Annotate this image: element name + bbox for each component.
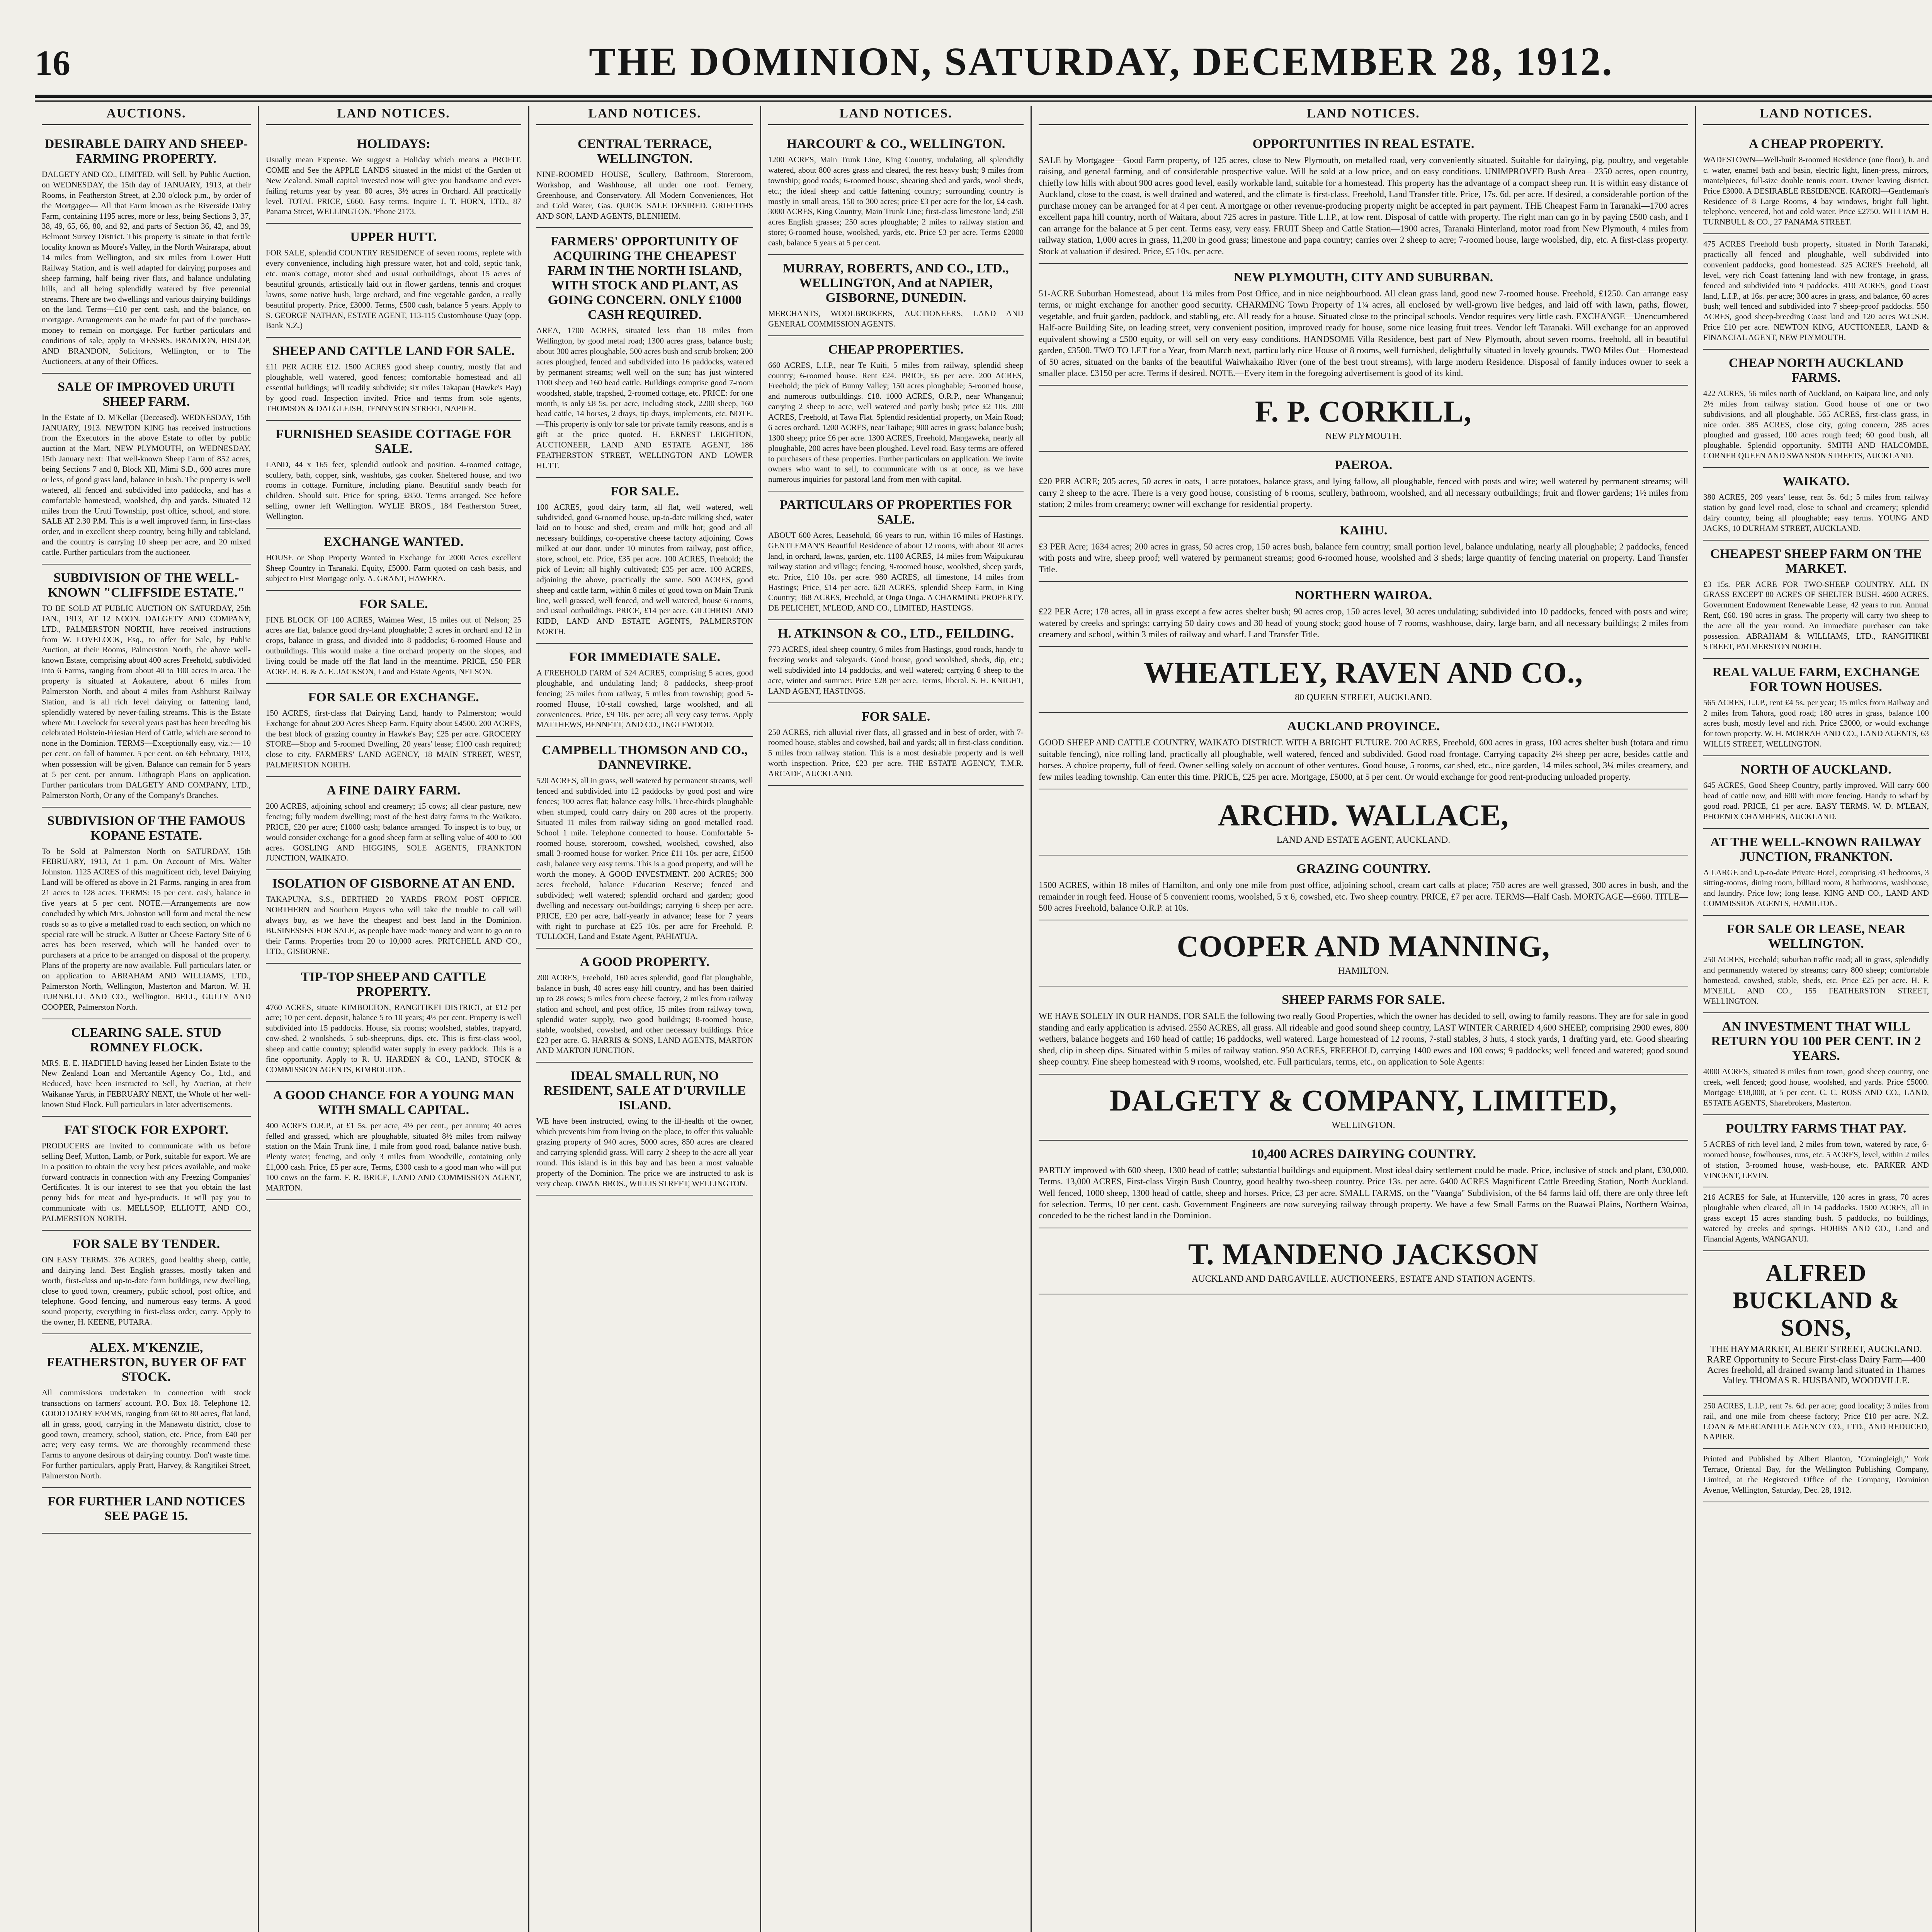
ad-title: UPPER HUTT. xyxy=(350,230,437,245)
ad-title: SUBDIVISION OF THE FAMOUS KOPANE ESTATE. xyxy=(47,813,245,843)
ad-title: NORTH OF AUCKLAND. xyxy=(1741,762,1891,777)
advertisement xyxy=(1039,452,1688,517)
ad-body: 250 ACRES, rich alluvial river flats, all grassed and in best of order, with 7-roomed house, stables and cowshed, bail and yards; all in first-class condition. 5 miles from railway station. This is a most desirable property and is well worth inspection. Price, £23 per acre. THE ESTATE AGENCY, T.M.R. ARCADE, AUCKLAND. xyxy=(768,727,1024,778)
ad-body: Printed and Published by Albert Blanton, "Comingleigh," York Terrace, Oriental Bay, for the Wellington Publishing Company, Limited, at the Registered Office of the Company, Dominion Avenue, Wellington, Saturday, Dec. 28, 1912. xyxy=(1703,1454,1929,1495)
column-header: AUCTIONS. xyxy=(42,106,251,125)
ad-body: 4000 ACRES, situated 8 miles from town, good sheep country, one creek, well fenced; good house, woolshed, and yards. Price £5000. Mortgage £18,000, at 5 per cent. C. C. ROSS AND CO., LAND, ESTATE AGENTS, Sharebrokers, Masterton. xyxy=(1703,1067,1929,1107)
advertisement xyxy=(1703,234,1929,350)
advertiser-address: LAND AND ESTATE AGENT, AUCKLAND. xyxy=(1276,835,1451,845)
ad-body: 5 ACRES of rich level land, 2 miles from town, watered by race, 6-roomed house, fowlhouses, runs, etc. 5 ACRES, level, within 2 miles of station, 3-roomed house, wash-house, etc. PARKER AND VINCENT, LEVIN. xyxy=(1703,1139,1929,1180)
advertisement xyxy=(42,131,251,374)
ad-body: HOUSE or Shop Property Wanted in Exchange for 2000 Acres excellent Sheep Country in Taranaki. Equity, £5000. Farm quoted on cash basis, and subject to First Mortgage only. A. GRANT, HAWERA. xyxy=(266,553,521,583)
advertisement xyxy=(768,492,1024,620)
ad-title: A GOOD PROPERTY. xyxy=(580,955,709,969)
advertiser-address: NEW PLYMOUTH. xyxy=(1325,431,1402,442)
advertisement xyxy=(42,374,251,565)
advertisement xyxy=(768,131,1024,255)
newspaper-headline: THE DOMINION, SATURDAY, DECEMBER 28, 1912. xyxy=(589,39,1614,84)
ad-body: TO BE SOLD AT PUBLIC AUCTION ON SATURDAY, 25th JAN., 1913, AT 12 NOON. DALGETY AND COMPANY, LTD., PALMERSTON NORTH, have received instructions from W. LOVELOCK, Esq., to offer for Sale, by Public Auction, at their Rooms, Palmerston North, the above well-known Estate, comprising about 400 acres Freehold, subdivided into 6 Farms, ranging from about 40 to 100 acres in area. The property is situated at Aokautere, about 6 miles from Palmerston North, and about 4 miles from Ashhurst Railway Station, and is all rich level dairying or fattening land, splendidly watered by never-failing streams. This is the Estate where Mr. Lovelock for several years past has been breeding his celebrated Holstein-Friesian Herd of Cattle, which are second to none in the Dominion. TERMS—Exceptionally easy, viz.:— 10 per cent. on fall of hammer. 5 per cent. on 6th February, 1913, when possession will be given. Balance can remain for 5 years at 5 per cent. per annum. Lithograph Plans on application. Further particulars from DALGETY AND COMPANY, LTD., Palmerston North, Or any of the Company's Branches. xyxy=(42,603,251,800)
ad-title: DESIRABLE DAIRY AND SHEEP-FARMING PROPERTY. xyxy=(44,137,248,166)
column-header: LAND NOTICES. xyxy=(768,106,1024,125)
ad-title: 10,400 ACRES DAIRYING COUNTRY. xyxy=(1251,1146,1476,1161)
advertisement xyxy=(768,255,1024,336)
ad-title: FOR FURTHER LAND NOTICES SEE PAGE 15. xyxy=(47,1494,245,1523)
ad-title: ALEX. M'KENZIE, FEATHERSTON, BUYER OF FAT STOCK. xyxy=(46,1340,246,1384)
advertisement xyxy=(42,565,251,808)
ad-body: To be Sold at Palmerston North on SATURDAY, 15th FEBRUARY, 1913, At 1 p.m. On Account of Mrs. Walter Johnston. 1125 ACRES of this magnificent rich, level Dairying Land will be offered as above in 21 Farms, ranging in area from 21 acres to 128 acres. TERMS: 15 per cent. cash, balance in five years at 5 per cent. NOTE.—Arrangements are now concluded by which Mrs. Johnston will form and metal the new roads so as to give a metalled road to each section, on which no special rate will be struck. A Butter or Cheese Factory Site of 6 acres has been reserved, which will be handed over to purchasers at a price to be arranged on disposal of the property. Plans of the property are now available. Full particulars later, or on application to ABRAHAM AND WILLIAMS, LTD., Palmerston North, Wellington, Masterton and Marton. W. H. TURNBULL AND CO., Wellington. BELL, GULLY AND COOPER, Palmerston North. xyxy=(42,846,251,1012)
advertisement xyxy=(1703,1251,1929,1396)
advertisement xyxy=(1039,582,1688,647)
ad-title: CHEAP PROPERTIES. xyxy=(828,342,964,357)
advertisement xyxy=(536,1063,753,1196)
ad-body: NINE-ROOMED HOUSE, Scullery, Bathroom, Storeroom, Workshop, and Washhouse, all under one roof. Fernery, Greenhouse, and Conservatory. All Modern Conveniences, Hot and Cold Water, Gas. QUICK SALE DESIRED. GRIFFITHS AND SON, LAND AGENTS, BLENHEIM. xyxy=(536,170,753,221)
ad-body: 200 ACRES, Freehold, 160 acres splendid, good flat ploughable, balance in bush, 40 acres easy hill country, and has been dairied up to 28 cows; 5 miles from cheese factory, 2 miles from railway station and school, and post office, 15 miles from railway town, splendid water supply, two good buildings; 8-roomed house, stable, woolshed, cowshed, and other necessary buildings. Price £23 per acre. G. HARRIS & SONS, LAND AGENTS, MARTON AND MARTON JUNCTION. xyxy=(536,973,753,1055)
ad-title: A GOOD CHANCE FOR A YOUNG MAN WITH SMALL CAPITAL. xyxy=(273,1088,514,1117)
advertiser-name: T. MANDENO JACKSON xyxy=(1188,1237,1539,1271)
ad-body: 1200 ACRES, Main Trunk Line, King Country, undulating, all splendidly watered, about 800 acres grass and cleared, the rest heavy bush; 9 miles from township; good roads; 6-roomed house, shearing shed and yards, wool sheds, etc.; the ideal sheep and cattle fattening country; surrounding country is mostly in small areas, 150 to 300 acres; price £3 per acre for the lot, £4 cash. 3000 ACRES, King Country, Main Trunk Line; first-class limestone land; 250 acres English grasses; 250 acres ploughable; 2 miles to railway station and store; 6-roomed house, woolshed, yards, etc. Price £3 per acre. Terms £2000 cash, balance 5 years at 5 per cent. xyxy=(768,155,1024,247)
advertisement xyxy=(1039,647,1688,713)
ad-title: AT THE WELL-KNOWN RAILWAY JUNCTION, FRANKTON. xyxy=(1710,835,1922,864)
column-2 xyxy=(259,106,529,1932)
ad-body: 250 ACRES, L.I.P., rent 7s. 6d. per acre; good locality; 3 miles from rail, and one mile from cheese factory; Price £10 per acre. N.Z. LOAN & MERCANTILE AGENCY CO., LTD., AND REDUCED, NAPIER. xyxy=(1703,1401,1929,1442)
ad-body: MERCHANTS, WOOLBROKERS, AUCTIONEERS, LAND AND GENERAL COMMISSION AGENTS. xyxy=(768,308,1024,328)
ad-title: CLEARING SALE. STUD ROMNEY FLOCK. xyxy=(71,1025,221,1054)
ad-body: 660 ACRES, L.I.P., near Te Kuiti, 5 miles from railway, splendid sheep country; 6-roomed house. Rent £24. PRICE, £6 per acre. 200 ACRES, Freehold; the pick of Bunny Valley; 150 acres ploughable; 5-roomed house, and numerous outbuildings. £18. 1000 ACRES, O.R.P., near Whanganui; carrying 2 sheep to acre, well watered and partly bush; price £2 10s. 200 ACRES, Freehold, at Tawa Flat. Splendid residential property, on Main Road; 6 acres orchard. 1200 ACRES, near Taihape; 900 acres in grass; balance bush; 1300 sheep; price £6 per acre. 1300 ACRES, Freehold, Mangaweka, nearly all ploughable, 200 acres have been ploughed. Level road. Easy terms are offered to purchasers of these properties. Further particulars on application. We invite owners who want to sell, to communicate with us at once, as we have numerous inquiries for pastoral land from men with capital. xyxy=(768,360,1024,484)
masthead-rule-thin xyxy=(35,100,1932,102)
ad-title: AUCKLAND PROVINCE. xyxy=(1287,719,1440,734)
columns-grid xyxy=(35,106,1932,1932)
advertiser-name: DALGETY & COMPANY, LIMITED, xyxy=(1109,1083,1617,1117)
ad-title: A CHEAP PROPERTY. xyxy=(1749,137,1883,151)
ad-title: CENTRAL TERRACE, WELLINGTON. xyxy=(577,137,712,166)
ad-title: FOR IMMEDIATE SALE. xyxy=(569,650,721,664)
ad-body: 773 ACRES, ideal sheep country, 6 miles from Hastings, good roads, handy to freezing works and saleyards. Good house, good woolshed, sheds, dip, etc.; well subdivided into 14 paddocks, and well watered; carrying 6 sheep to the acre, winter and summer. Price £28 per acre. Terms, liberal. S. H. KNIGHT, LAND AGENT, HASTINGS. xyxy=(768,645,1024,696)
advertisement xyxy=(1703,829,1929,916)
ad-title: REAL VALUE FARM, EXCHANGE FOR TOWN HOUSES. xyxy=(1712,665,1920,694)
ad-title: NORTHERN WAIROA. xyxy=(1294,588,1432,603)
advertisement xyxy=(266,591,521,684)
ad-body: A LARGE and Up-to-date Private Hotel, comprising 31 bedrooms, 3 sitting-rooms, dining room, billiard room, 8 bathrooms, washhouse, and laundry. Price low; long lease. KING AND CO., LAND AND COMMISSION AGENTS, HAMILTON. xyxy=(1703,867,1929,908)
ad-body: 51-ACRE Suburban Homestead, about 1¼ miles from Post Office, and in nice neighbourhood. All clean grass land, good new 7-roomed house. Freehold, £1250. Can arrange easy terms, or might exchange for another good security. CHARMING Town Property of 1¼ acres, all enclosed by well-grown live hedges, and laid off with lawn, paths, flower, vegetable, and fruit garden, paddock, and stabling, etc. All ready for a house. Situated close to the principal schools. Vendor requires very little cash. EXCHANGE—Unencumbered Half-acre Building Site, on leading street, very convenient position, improved ready for house, some nice leasing fruit trees. Vendor left Taranaki. Will exchange for an approved equivalent showing a £500 equity, or will sell on very easy conditions. HANDSOME Villa Residence, best part of New Plymouth, about seven rooms, freehold, all in beautiful garden, £3500. TWO TO LET for a Year, from March next, particularly nice House of 8 rooms, well furnished, delightfully situated in lovely grounds. TWO Miles Out—Homestead of 50 acres, situated on the banks of the beautiful Waiwhakaiho River (one of the best trout streams), with large modern Residence. Disposal of family induces owner to seek a smaller place. £3150 per acre. Terms if desired. NOTE.—Every item in the foregoing advertisement is good of its kind. xyxy=(1039,288,1688,378)
ad-title: FURNISHED SEASIDE COTTAGE FOR SALE. xyxy=(276,427,512,456)
ad-title: SUBDIVISION OF THE WELL-KNOWN "CLIFFSIDE ESTATE." xyxy=(48,570,245,600)
ad-body: WE have been instructed, owing to the ill-health of the owner, which prevents him from living on the place, to offer this valuable grazing property of 940 acres, 5000 acres, 850 acres are cleared and carrying splendid grass. Will carry 2 sheep to the acre all year round. This island is in this bay and has been a most valuable property of the Dominion. The price we are instructed to ask is very cheap. OWAN BROS., WILLIS STREET, WELLINGTON. xyxy=(536,1116,753,1188)
advertisement xyxy=(1703,1449,1929,1502)
ad-body: FOR SALE, splendid COUNTRY RESIDENCE of seven rooms, replete with every convenience, including high pressure water, hot and cold, septic tank, etc. man's cottage, motor shed and usual outbuildings, about 15 acres of beautiful grounds, artistically laid out in flower gardens, tennis and croquet lawns, some native bush, large orchard, and fine vegetable garden, a really beautiful property. Price, £3000. Terms, £500 cash, balance 5 years. Apply to S. GEORGE NATHAN, ESTATE AGENT, 113-115 Customhouse Quay (opp. Bank N.Z.) xyxy=(266,248,521,330)
ad-title: OPPORTUNITIES IN REAL ESTATE. xyxy=(1252,137,1475,151)
ad-title: FARMERS' OPPORTUNITY OF ACQUIRING THE CHEAPEST FARM IN THE NORTH ISLAND, WITH STOCK AND PLANT, AS GOING CONCERN. ONLY £1000 CASH REQUIRED. xyxy=(548,234,742,322)
ad-title: HOLIDAYS: xyxy=(357,137,430,151)
ad-title: SHEEP FARMS FOR SALE. xyxy=(1282,993,1445,1007)
advertisement xyxy=(1703,659,1929,756)
ad-body: WADESTOWN—Well-built 8-roomed Residence (one floor), h. and c. water, enamel bath and basin, electric light, linen-press, mirrors, mantelpieces, full-size double tennis court. Owner leaving district. Price £3000. A DESIRABLE RESIDENCE. KARORI—Gentleman's Residence of 8 Large Rooms, 4 bay windows, bright full light, telephone, veneered, hot and cold water. Price £2750. WILLIAM H. TURNBULL & CO., 27 PANAMA STREET. xyxy=(1703,155,1929,227)
advertiser-name: COOPER AND MANNING, xyxy=(1177,929,1550,963)
advertisement xyxy=(1039,264,1688,386)
advertisement xyxy=(266,1082,521,1200)
ad-title: POULTRY FARMS THAT PAY. xyxy=(1726,1121,1906,1136)
column-6 xyxy=(1696,106,1932,1932)
advertisement xyxy=(536,228,753,478)
ad-title: FOR SALE. xyxy=(359,597,428,611)
advertisement xyxy=(266,684,521,777)
ad-body: Usually mean Expense. We suggest a Holiday which means a PROFIT. COME and See the APPLE LANDS situated in the midst of the Garden of New Zealand. Small capital invested now will give you handsome and ever-failing returns year by year. 80 acres, 3½ acres in Orchard. All practically level. TOTAL PRICE, £660. Easy terms. Inquire J. T. HORN, LTD., 87 Panama Street, WELLINGTON. 'Phone 2173. xyxy=(266,155,521,216)
advertisement xyxy=(1039,1075,1688,1141)
ad-body: 200 ACRES, adjoining school and creamery; 15 cows; all clear pasture, new fencing; fully modern dwelling; most of the best dairy farms in the Waikato. PRICE, £20 per acre; £1000 cash; balance arranged. To inspect is to buy, or would consider exchange for a good sheep farm at selling value of 400 to 500 acres. GOSLING AND HIGGINS, SOLE AGENTS, FRANKTON JUNCTION, WAIKATO. xyxy=(266,801,521,863)
ad-body: 380 ACRES, 209 years' lease, rent 5s. 6d.; 5 miles from railway station by good level road, close to school and creamery; splendid dairy country, being all ploughable; easy terms. YOUNG AND JACKS, 10 DURHAM STREET, AUCKLAND. xyxy=(1703,492,1929,533)
advertisement xyxy=(536,131,753,228)
advertisement xyxy=(536,949,753,1063)
ad-body: 422 ACRES, 56 miles north of Auckland, on Kaipara line, and only 2½ miles from railway station. Good house of one or two subdivisions, and all ploughable. 565 ACRES, first-class grass, in nice order. 385 ACRES, close city, going concern, 285 acres ploughed and grassed, 100 acres rough feed; 60 good bush, all ploughable. Splendid opportunity. SMITH AND HALCOMBE, CORNER QUEEN AND SWANSON STREETS, AUCKLAND. xyxy=(1703,388,1929,461)
advertisement xyxy=(1039,855,1688,920)
masthead xyxy=(35,35,1932,93)
ad-body: DALGETY AND CO., LIMITED, will Sell, by Public Auction, on WEDNESDAY, the 15th day of JANUARY, 1913, at their Rooms, in Featherston Street, at 2.30 o'clock p.m., by order of the Mortgagee— All that Farm known as the Riverside Dairy Farm, containing 1195 acres, more or less, being Sections 3, 37, 38, 49, 65, 66, 80, and 92, and parts of Section 36, 42, and 39, Belmont Survey District. This property is situate in that fertile locality known as Moore's Valley, in the North Wairarapa, about 14 miles from Wellington, and six miles from Lower Hutt Railway Station, and is well adapted for dairying purposes and sheep farming, half being river flats, and balance undulating hills, and all being splendidly watered by five perennial streams. There are two dwellings and various dairying buildings on the land. Terms—£10 per cent. cash, and the balance, on mortgage. Arrangements can be made for part of the purchase-money to remain on mortgage. For further particulars and conditions of sale, apply to MESSRS. BRANDON, HISLOP, AND BRANDON, Solicitors, Wellington, or to The Auctioneers, at any of their Offices. xyxy=(42,170,251,366)
ad-body: LAND, 44 x 165 feet, splendid outlook and position. 4-roomed cottage, scullery, bath, copper, sink, washtubs, gas cooker. Sheltered house, and two rooms in cottage. Furniture, including piano. Beautiful sandy beach for children. Should suit. Price for spring, £850. Terms arranged. See before selling, owner left Wellington. WYLIE BROS., 184 Featherston Street, Wellington. xyxy=(266,459,521,521)
ad-title: ISOLATION OF GISBORNE AT AN END. xyxy=(272,876,515,891)
ad-body: MRS. E. E. HADFIELD having leased her Linden Estate to the New Zealand Loan and Mercantile Agency Co., Ltd., and Reduced, have been instructed to Sell, by Auction, at their Waikanae Yards, in FEBRUARY NEXT, the Whole of her well-known Stud Flock. Full particulars in later advertisements. xyxy=(42,1058,251,1109)
advertiser-name: ARCHD. WALLACE, xyxy=(1218,798,1509,832)
ad-body: £3 PER Acre; 1634 acres; 200 acres in grass, 50 acres crop, 150 acres bush, balance fern country; small portion level, balance undulating, nearly all ploughable; 2 paddocks, fenced with posts and wire, sheep proof; well watered by permanent streams; good 6-roomed house, woolshed and 3 sheds; large quantity of fencing material on property. Land Transfer Title. xyxy=(1039,541,1688,574)
advertisement xyxy=(1703,1396,1929,1449)
advertisement xyxy=(1703,468,1929,541)
advertisement xyxy=(1703,1013,1929,1115)
ad-title: SALE OF IMPROVED URUTI SHEEP FARM. xyxy=(58,379,235,409)
advertisement xyxy=(266,870,521,963)
ad-body: 150 ACRES, first-class flat Dairying Land, handy to Palmerston; would Exchange for about 200 Acres Sheep Farm. Equity about £4500. 200 ACRES, the best block of grazing country in Hawke's Bay; £25 per acre. GROCERY STORE—Shop and 5-roomed Dwelling, 20 years' lease; £100 cash required; close to city. FARMERS' LAND AGENCY, 18 MAIN STREET, WEST, PALMERSTON NORTH. xyxy=(266,708,521,770)
ad-body: 100 ACRES, good dairy farm, all flat, well watered, well subdivided, good 6-roomed house, up-to-date milking shed, water laid on to house and shed, cream and milk hot; good and all necessary buildings, co-operative cheese factory adjoining. Cows milked at our door, under 10 minutes from railway, post office, store, school, etc. Price, £35 per acre. 100 ACRES, Freehold; the pick of Levin; all highly cultivated; £35 per acre. 100 ACRES, adjoining the above, practically the same. 500 ACRES, good sheep and cattle farm, within 8 miles of good town on Main Trunk line, well grassed, well fenced, and well watered, house 6 rooms, and usual outbuildings. PRICE, £14 per acre. GILCHRIST AND KIDD, LAND AND ESTATE AGENTS, PALMERSTON NORTH. xyxy=(536,502,753,636)
advertisement xyxy=(1039,131,1688,264)
ad-title: CHEAPEST SHEEP FARM ON THE MARKET. xyxy=(1710,546,1922,576)
ad-title: FOR SALE OR EXCHANGE. xyxy=(308,690,479,704)
advertiser-name: WHEATLEY, RAVEN AND CO., xyxy=(1144,656,1583,690)
ad-title: SHEEP AND CATTLE LAND FOR SALE. xyxy=(272,344,515,359)
ad-body: £3 15s. PER ACRE FOR TWO-SHEEP COUNTRY. ALL IN GRASS EXCEPT 80 ACRES OF SHELTER BUSH. 4600 ACRES, Government Endowment Renewable Lease, 42 years to run. Annual Rent, £60. 190 acres in grass. The property will carry two sheep to the acre all the year round. An immediate purchaser can take possession. ABRAHAM & WILLIAMS, LTD., RANGITIKEI STREET, PALMERSTON NORTH. xyxy=(1703,579,1929,651)
advertisement xyxy=(266,338,521,420)
column-1 xyxy=(35,106,259,1932)
advertisement xyxy=(536,478,753,644)
ad-title: FOR SALE BY TENDER. xyxy=(72,1236,220,1251)
ad-body: 475 ACRES Freehold bush property, situated in North Taranaki, practically all fenced and ploughable, well subdivided into convenient paddocks, good homestead. 325 ACRES Freehold, all level, very rich Coast fattening land with new frontage, in grass, fenced and subdivided into 9 paddocks. 410 ACRES, good Coast land, L.I.P., at 16s. per acre; 300 acres in grass, and balance, 60 acres bush; well fenced and subdivided into 7 sheep-proof paddocks. 550 ACRES, good sheep-breeding Coast land and 120 acres W.C.S.R. Price £10 per acre. NEWTON KING, AUCTIONEER, LAND & FINANCIAL AGENT, NEW PLYMOUTH. xyxy=(1703,239,1929,342)
advertisement xyxy=(1039,789,1688,855)
ad-body: £20 PER ACRE; 205 acres, 50 acres in oats, 1 acre potatoes, balance grass, and lying fallow, all ploughable, fenced with posts and wire; well watered by permanent streams; will carry 2 sheep to the acre. There is a very good house, consisting of 6 rooms, scullery, bathroom, woolshed, and all necessary outbuildings; fruit and flower gardens; 1½ miles from station; 2 miles from creamery; owner will exchange for residential property. xyxy=(1039,476,1688,509)
advertisement xyxy=(266,131,521,224)
ad-body: SALE by Mortgagee—Good Farm property, of 125 acres, close to New Plymouth, on metalled road, very conveniently situated. Suitable for dairying, pig, poultry, and vegetable raising, and general farming, and of considerable prospective value. Will be sold at a low price, and on easy conditions. UNIMPROVED Bush Area—2350 acres, open country, chiefly low hills with about 900 acres good level, easily workable land, suitable for a homestead. This property has the advantage of a compact sheep run. It is within easy distance of Auckland, close to the coast, is well drained and watered, and the climate is first-class. Freehold, Land Transfer title. Price, 17s. 6d. per acre. If desired, a considerable portion of the purchase money can be arranged for at 4 per cent. A mortgage or other revenue-producing property might be accepted in part payment. THE Cheapest Farm in Taranaki—1700 acres excellent papa hill country, north of Waitara, about 725 acres in pasture. Title L.I.P., at low rent. Disposal of cattle with property. The right man can go in by paying £500 cash, and I can arrange for the balance at 5 per cent. Terms easy, very easy. FRUIT Sheep and Cattle Station—1900 acres, Taranaki Hinterland, motor road from New Plymouth, 4 miles from railway station, 1,000 acres in grass, 11,200 in good grass; limestone and papa country; carries over 2 sheep to acre; 7-roomed house, large woolshed, dip, etc. A first-class property. Stock at valuation if desired. Price, £5 10s. per acre. xyxy=(1039,155,1688,256)
advertisement xyxy=(1039,986,1688,1074)
masthead-rule xyxy=(35,95,1932,98)
advertisement xyxy=(1703,756,1929,829)
advertisement xyxy=(42,1019,251,1117)
advertisement xyxy=(768,620,1024,703)
ad-body: 645 ACRES, Good Sheep Country, partly improved. Will carry 600 head of cattle now, and 600 with more fencing. Handy to wharf by good road. PRICE, £1 per acre. EASY TERMS. W. D. M'LEAN, PHOENIX CHAMBERS, AUCKLAND. xyxy=(1703,781,1929,821)
column-header: LAND NOTICES. xyxy=(266,106,521,125)
ad-title: PARTICULARS OF PROPERTIES FOR SALE. xyxy=(779,498,1012,527)
ad-title: PAEROA. xyxy=(1334,458,1393,473)
ad-body: 250 ACRES, Freehold; suburban traffic road; all in grass, splendidly and permanently watered by streams; carry 800 sheep; comfortable homestead, cowshed, stable, sheds, etc. Price £25 per acre. H. F. M'NEILL AND CO., 155 FEATHERSTON STREET, WELLINGTON. xyxy=(1703,955,1929,1006)
ad-title: IDEAL SMALL RUN, NO RESIDENT, SALE AT D'URVILLE ISLAND. xyxy=(543,1069,746,1113)
ad-title: WAIKATO. xyxy=(1782,474,1850,488)
ad-title: KAIHU. xyxy=(1339,523,1388,537)
advertisement xyxy=(536,644,753,737)
ad-body: 565 ACRES, L.I.P., rent £4 5s. per year; 15 miles from Railway and 2 miles from Tahora, good road; 180 acres in grass, balance 100 acres bush, mostly level and rich. Price £3000, or would exchange for town property. W. H. MORRAH AND CO., LAND AGENTS, 63 WILLIS STREET, WELLINGTON. xyxy=(1703,697,1929,749)
advertiser-address: AUCKLAND AND DARGAVILLE. AUCTIONEERS, ESTATE AND STATION AGENTS. xyxy=(1191,1274,1536,1284)
ad-title: CAMPBELL THOMSON AND CO., DANNEVIRKE. xyxy=(541,743,748,772)
ad-body: 520 ACRES, all in grass, well watered by permanent streams, well fenced and subdivided into 12 paddocks by good post and wire fences; 100 acres flat; balance easy hills. Three-thirds ploughable when stumped, could carry dairy on 200 acres of the property. Situated 11 miles from railway siding on good metalled road. School 1 mile. Telephone connected to house. Comfortable 5-roomed house, storeroom, cowshed, woolshed, cowshed, also small 3-roomed house for worker. Price £11 10s. per acre, £1500 cash, balance very easy terms. This is a good property, and will be worth the money. A GOOD INVESTMENT. 200 ACRES; 300 acres freehold, balance Education Reserve; fenced and subdivided; well watered; splendid orchard and garden; good dwelling and necessary out-buildings; carrying 6 sheep per acre. PRICE, £20 per acre, half-yearly in advance; lease for 7 years with right to purchase at £25 10s. per acre for Freehold. P. TULLOCH, Land and Estate Agent, PAHIATUA. xyxy=(536,776,753,941)
advertisement xyxy=(42,1334,251,1488)
advertisement xyxy=(42,1488,251,1534)
advertisement xyxy=(42,1231,251,1334)
ad-body: TAKAPUNA, S.S., BERTHED 20 YARDS FROM POST OFFICE. NORTHERN and Southern Buyers who will take the trouble to call will always buy, as we have the cheapest and best land in the Dominion. BUSINESSES FOR SALE, as people have made money and want to go on to their Farms. Properties from 20 to 10,000 acres. PRITCHELL AND CO., LTD., GISBORNE. xyxy=(266,895,521,956)
ad-title: NEW PLYMOUTH, CITY AND SUBURBAN. xyxy=(1233,270,1493,284)
ad-body: WE HAVE SOLELY IN OUR HANDS, FOR SALE the following two really Good Properties, which the owner has decided to sell, owing to family reasons. They are for sale in good standing and early application is advised. 2550 ACRES, all grass. All rideable and good sound sheep country, LAST WINTER CARRIED 4,600 SHEEP, comprising 2900 ewes, 800 wethers, balance hoggets and 160 head of cattle; 16 paddocks, well watered. Large homestead of 12 rooms, 7-stall stables, 3 huts, 4 stock yards, 1 drafting yard, etc. Good shearing shed, clip in sheep dips. Situated within 5 miles of railway station. 950 ACRES, FREEHOLD, carrying 1400 ewes and 100 cows; 9 paddocks; well fenced and watered; good sound sheep country. Fine sheep homestead with 9 rooms, woolshed, etc. Full particulars, terms, etc., on application to Sole Agents: xyxy=(1039,1011,1688,1067)
ad-body: PRODUCERS are invited to communicate with us before selling Beef, Mutton, Lamb, or Pork, suitable for export. We are in a position to obtain the very best prices available, and make forward contracts in connection with any Freezing Companies' Certificates. It is our interest to see that you obtain the last penny bids for meat and bye-products. It will pay you to communicate with us. MELLSOP, ELLIOTT, AND CO., PALMERSTON NORTH. xyxy=(42,1141,251,1223)
advertiser-address: 80 QUEEN STREET, AUCKLAND. xyxy=(1295,692,1432,703)
advertisement xyxy=(266,529,521,591)
ad-body: 1500 ACRES, within 18 miles of Hamilton, and only one mile from post office, adjoining school, cream cart calls at place; 750 acres are well grassed, 300 acres in bush, and the remainder in rough feed. House of 5 convenient rooms, woolshed, 5 x 6, cowshed, etc. Two sheep country. PRICE, £7 per acre. TERMS—Half Cash. MORTGAGE—£660. TITLE—500 acres Freehold, balance O.R.P. at 10s. xyxy=(1039,880,1688,913)
column-4 xyxy=(761,106,1032,1932)
advertisement xyxy=(1703,1187,1929,1251)
advertisement xyxy=(1039,517,1688,582)
column-header: LAND NOTICES. xyxy=(1039,106,1688,125)
advertisement xyxy=(1703,541,1929,659)
ad-title: FOR SALE. xyxy=(861,709,930,724)
ad-title: FOR SALE. xyxy=(610,484,679,498)
ad-title: AN INVESTMENT THAT WILL RETURN YOU 100 PER CENT. IN 2 YEARS. xyxy=(1711,1019,1921,1063)
ad-title: A FINE DAIRY FARM. xyxy=(327,783,461,798)
ad-title: HARCOURT & CO., WELLINGTON. xyxy=(786,137,1005,151)
ad-title: FOR SALE OR LEASE, NEAR WELLINGTON. xyxy=(1727,922,1905,951)
ad-body: A FREEHOLD FARM of 524 ACRES, comprising 5 acres, good ploughable, and undulating land; 8 paddocks, sheep-proof fencing; 25 miles from railway, 5 miles from township; good 5-roomed House, 10-stall cowshed, large woolshed, and all conveniences. Price, £9 10s. per acre; all very easy terms. Apply MATTHEWS, BENNETT, AND CO., INGLEWOOD. xyxy=(536,668,753,730)
advertisement xyxy=(768,336,1024,492)
ad-body: ON EASY TERMS. 376 ACRES, good healthy sheep, cattle, and dairying land. Best English grasses, mostly taken and worth, first-class and up-to-date farm buildings, new dwelling, close to good town, creamery, public school, post office, and telephone. Good fencing, and numerous easy terms. A good sound property, everything in first-class order, carry. Apply to the owner, H. KEENE, PUTARA. xyxy=(42,1255,251,1327)
advertisement xyxy=(42,1117,251,1231)
advertisement xyxy=(1703,350,1929,468)
ad-title: MURRAY, ROBERTS, AND CO., LTD., WELLINGTON, And at NAPIER, GISBORNE, DUNEDIN. xyxy=(783,261,1009,305)
advertisement xyxy=(1039,713,1688,789)
advertisement xyxy=(266,421,521,529)
advertisement xyxy=(266,964,521,1082)
ad-body: In the Estate of D. M'Kellar (Deceased). WEDNESDAY, 15th JANUARY, 1913. NEWTON KING has received instructions from the Executors in the above Estate to offer by public auction at the Mart, NEW PLYMOUTH, on WEDNESDAY, 15th January next: That well-known Sheep Farm of 852 acres, being Sections 7 and 8, Block XII, Mimi S.D., 600 acres more or less, of good grass land, balance in bush. The property is well watered, all fenced and subdivided into paddocks, and has a comfortable homestead, woolshed, dip and yards. Situated 12 miles from the Uruti Township, post office, school, and store. SALE AT 2.30 P.M. This is a well improved farm, in first-class order, and in excellent sheep country, being hilly and tableland, and the country is carrying 10 sheep per acre, and 20 mixed cattle. Further particulars from the auctioneer. xyxy=(42,412,251,557)
advertiser-address: HAMILTON. xyxy=(1338,966,1389,976)
ad-title: EXCHANGE WANTED. xyxy=(323,534,464,549)
advertisement xyxy=(42,808,251,1019)
ad-body: ABOUT 600 Acres, Leasehold, 66 years to run, within 16 miles of Hastings. GENTLEMAN'S Beautiful Residence of about 12 rooms, with about 30 acres land, in orchard, lawns, garden, etc. 1100 ACRES, 14 miles from Waipukurau railway station and village; fencing, 9-roomed house, woolshed, sheep yards, etc. Price, £10 10s. per acre. 980 ACRES, all limestone, 14 miles from Hastings; Price, £14 per acre. 620 ACRES, splendid Sheep Farm, in King Country; 368 ACRES, Freehold, at Onga Onga. A CHARMING PROPERTY. DE PELICHET, M'LEOD, AND CO., LIMITED, HASTINGS. xyxy=(768,531,1024,613)
advertisement xyxy=(1039,920,1688,986)
advertiser-address: WELLINGTON. xyxy=(1332,1120,1395,1130)
advertisement xyxy=(266,777,521,870)
advertisement xyxy=(1703,916,1929,1013)
ad-body: 216 ACRES for Sale, at Hunterville, 120 acres in grass, 70 acres ploughable when cleared, all in 14 paddocks. 1500 ACRES, all in grass except 15 acres standing bush. 5 paddocks, no buildings, watered by creeks and springs. HOBBS AND CO., Land and Financial Agents, WANGANUI. xyxy=(1703,1192,1929,1243)
ad-body: All commissions undertaken in connection with stock transactions on farmers' account. P.O. Box 18. Telephone 12. GOOD DAIRY FARMS, ranging from 60 to 80 acres, flat land, all in grass, good, carrying in the Manawatu district, close to good town, creamery, school, station, etc. Price, from £40 per acre; very easy terms. We are thoroughly recommend these Farms to anyone desirous of dairying country. Don't waste time. For further particulars, apply Pratt, Harvey, & Rangitikei Street, Palmerston North. xyxy=(42,1388,251,1480)
ad-body: £11 PER ACRE £12. 1500 ACRES good sheep country, mostly flat and ploughable, well watered, good fences; comfortable homestead and all essential buildings; will readily subdivide; six miles Takapau (Hawke's Bay) by good road. Inspection invited. Price and terms from sole agents, THOMSON & DALGLEISH, TENNYSON STREET, NAPIER. xyxy=(266,362,521,413)
advertisement xyxy=(768,703,1024,786)
advertisement xyxy=(1039,1228,1688,1294)
ad-body: FINE BLOCK OF 100 ACRES, Waimea West, 15 miles out of Nelson; 25 acres are flat, balance good dry-land ploughable; 2 acres in orchard and 12 in crops, balance in grass, and divided into 8 paddocks; 6-roomed House and outbuildings. This would make a fine orchard property on the slopes, and living could be made off the flat land in the meantime. PRICE, £50 PER ACRE. R. B. & A. E. JACKSON, Land and Estate Agents, NELSON. xyxy=(266,615,521,676)
advertisement xyxy=(1039,386,1688,452)
advertisement xyxy=(1703,131,1929,234)
column-header: LAND NOTICES. xyxy=(1703,106,1929,125)
advertiser-name: ALFRED BUCKLAND & SONS, xyxy=(1733,1260,1900,1341)
advertisement xyxy=(266,224,521,338)
ad-title: H. ATKINSON & CO., LTD., FEILDING. xyxy=(777,626,1014,641)
column-header: LAND NOTICES. xyxy=(536,106,753,125)
ad-body: £22 PER Acre; 178 acres, all in grass except a few acres shelter bush; 90 acres crop, 150 acres level, 30 acres undulating; subdivided into 10 paddocks, fenced with posts and wire; watered by creeks and springs; carrying 50 dairy cows and 30 head of young stock; good house of 7 rooms, washhouse, dairy, large barn, and all necessary buildings; 2 miles from creamery and school, within 3 miles of railway and wharf. Land Transfer Title. xyxy=(1039,607,1688,639)
advertisement xyxy=(536,737,753,949)
ad-title: TIP-TOP SHEEP AND CATTLE PROPERTY. xyxy=(301,969,486,999)
ad-body: PARTLY improved with 600 sheep, 1300 head of cattle; substantial buildings and equipment. Most ideal dairy settlement could be made. Price, inclusive of stock and plant, £30,000. Terms. 13,000 ACRES, First-class Virgin Bush Country, good healthy two-sheep country. Price 13s. per acre. 6400 ACRES Magnificent Cattle Breeding Station, North Auckland. Well fenced, 1000 sheep, 1300 head of cattle, sheep and horses. Price, £3 per acre. SMALL FARMS, on the "Vaanga" Subdivision, of the 64 farms laid off, there are only three left for selection. Terms, 10 per cent. cash. Government Engineers are now surveying railway through property. We have a few Small Farms on the Ruawai Plains, Northern Wairoa, conceded to be the richest land in the Dominion. xyxy=(1039,1165,1688,1221)
advertisement xyxy=(1039,1141,1688,1228)
advertiser-address: THE HAYMARKET, ALBERT STREET, AUCKLAND. RARE Opportunity to Secure First-class Dairy Farm—400 Acres freehold, all drained swamp land situated in Thames Valley. THOMAS R. HUSBAND, WOODVILLE. xyxy=(1707,1344,1925,1386)
ad-body: GOOD SHEEP AND CATTLE COUNTRY, WAIKATO DISTRICT. WITH A BRIGHT FUTURE. 700 ACRES, Freehold, 600 acres in grass, 100 acres shelter bush (totara and rimu suitable fencing), nice rolling land, practically all ploughable, well watered, fenced and subdivided. Good road frontage. Carrying capacity 2¼ sheep per acre, besides cattle and horses. A choice property, full of feed. Owner selling solely on account of other ventures. Good house, 5 rooms, car shed, etc., nice garden, 14 miles school, 3¼ miles creamery, and few miles leading township. Can enter this time. PRICE, £25 per acre. Mortgage, £5000, at 5 per cent. Or would exchange for good rent-producing unloaded property. xyxy=(1039,738,1688,782)
column-5 xyxy=(1032,106,1696,1932)
ad-title: FAT STOCK FOR EXPORT. xyxy=(64,1122,228,1137)
ad-title: CHEAP NORTH AUCKLAND FARMS. xyxy=(1728,355,1904,385)
ad-body: 400 ACRES O.R.P., at £1 5s. per acre, 4½ per cent., per annum; 40 acres felled and grassed, which are ploughable, situated 8½ miles from railway station on the Main Trunk line, 1 mile from good road, balance native bush. Plenty water; fencing, and only 3 miles from Woodville, containing only £1,000 cash. Price, £5 per acre, Terms, £300 cash to a good man who will put 100 cows on the farm. F. R. BRICE, LAND AND COMMISSION AGENT, MARTON. xyxy=(266,1121,521,1192)
advertiser-name: F. P. CORKILL, xyxy=(1255,395,1472,429)
page-number: 16 xyxy=(35,43,70,83)
ad-body: AREA, 1700 ACRES, situated less than 18 miles from Wellington, by good metal road; 1300 acres grass, balance bush; about 300 acres ploughable, 500 acres bush and scrub broken; 200 acres ploughed, fenced and subdivided into 16 paddocks, watered by permanent streams; well well on the sun; has just wintered 1100 sheep and 160 head cattle. Buildings comprise good 7-room woodshed, stable, trapshed, 2-roomed cottage, etc. PRICE: for one month, is only £8 5s. per acre, including stock, 2200 sheep, 160 head cattle, 14 horses, 2 drays, tip drays, implements, etc. NOTE.—This property is only for sale for private family reasons, and is a gift at the price quoted. H. ERNEST LEIGHTON, AUCTIONEER, LAND AND ESTATE AGENT, 186 FEATHERSTON STREET, WELLINGTON AND LOWER HUTT. xyxy=(536,326,753,470)
column-3 xyxy=(529,106,761,1932)
ad-title: GRAZING COUNTRY. xyxy=(1296,862,1431,876)
advertisement xyxy=(1703,1115,1929,1188)
ad-body: 4760 ACRES, situate KIMBOLTON, RANGITIKEI DISTRICT, at £12 per acre; 10 per cent. deposit, balance 5 to 10 years; 4½ per cent. Property is well subdivided into 15 paddocks. House, six rooms; woolshed, stables, trapyard, cow-shed, 2 woolsheds, 5 sub-sheepruns, dips, etc. This is first-class wool, sheep and cattle country; splendid water supply in every paddock. This is a fine opportunity. Apply to R. U. HARDEN & CO., LAND, STOCK & COMMISSION AGENTS, KIMBOLTON. xyxy=(266,1002,521,1074)
